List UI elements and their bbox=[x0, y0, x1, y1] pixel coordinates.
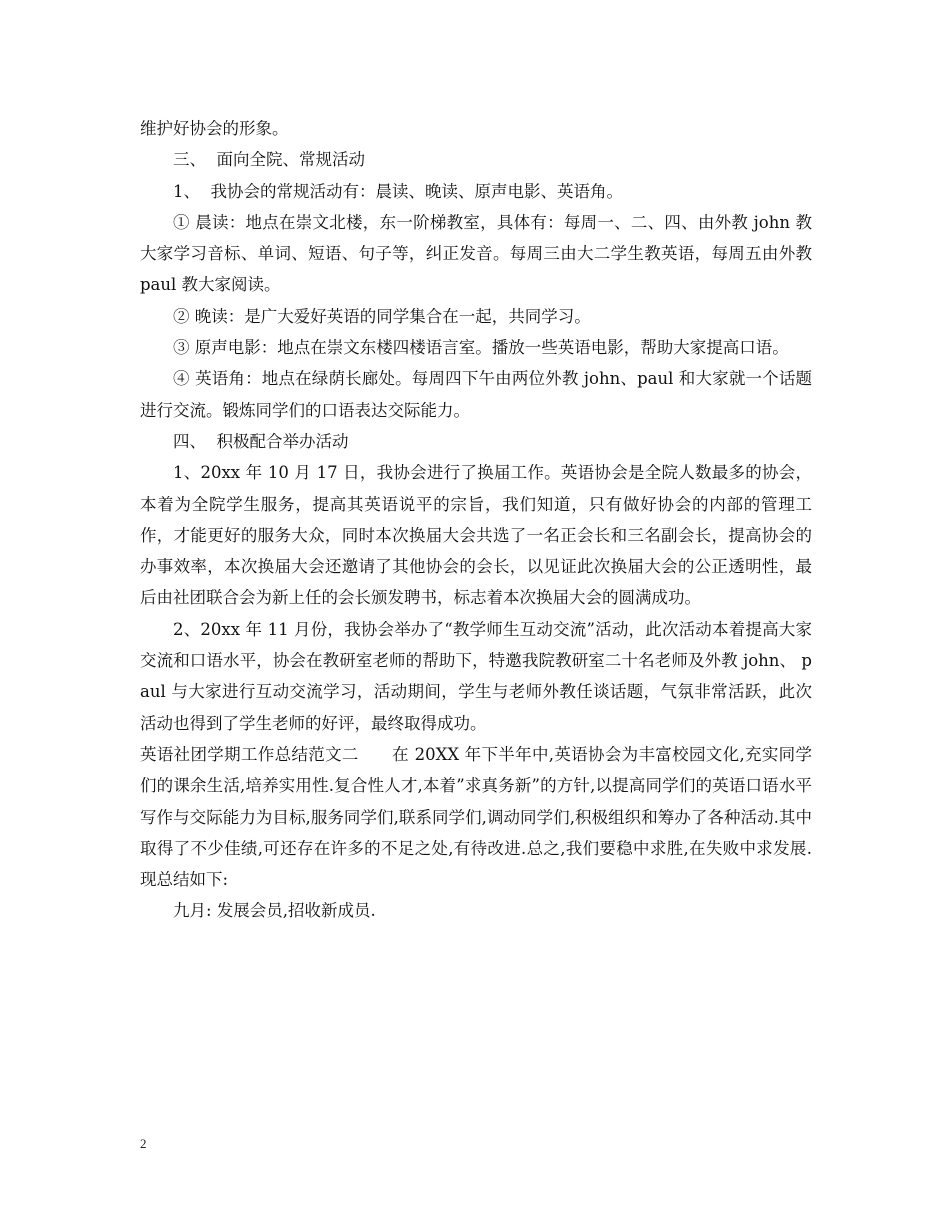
paragraph: 九月: 发展会员,招收新成员. bbox=[173, 901, 376, 921]
paragraph: 1、 我协会的常规活动有：晨读、晚读、原声电影、英语角。 bbox=[173, 181, 623, 201]
paragraph: 英语社团学期工作总结范文二 在 20XX 年下半年中,英语协会为丰富校园文化,充实同学们的课余生活,培养实用性.复合性人才,本着”求真务新”的方针,以提高同学们的英语口语水平写作与交际能力为目标,服务同学们,联系同学们,调动同学们,积极组织和筹办了各种活动.其中取得了不少佳绩,可还存在许多的不足之处,有待改进.总之,我们要稳中求胜,在失败中求发展.现总结如下: bbox=[140, 744, 812, 890]
document-body bbox=[140, 113, 818, 927]
page-number: 2 bbox=[140, 1136, 147, 1151]
paragraph: 1、20xx 年 10 月 17 日，我协会进行了换届工作。英语协会是全院人数最多的协会，本着为全院学生服务，提高其英语说平的宗旨，我们知道，只有做好协会的内部的管理工作，才能更好的服务大众，同时本次换届大会共选了一名正会长和三名副会长，提高协会的办事效率，本次换届大会还邀请了其他协会的会长，以见证此次换届大会的公正透明性，最后由社团联合会为新上任的会长颁发聘书，标志着本次换届大会的圆满成功。 bbox=[140, 463, 812, 608]
section-heading-3: 三、 面向全院、常规活动 bbox=[173, 150, 365, 170]
list-item-original-movies: ③ 原声电影：地点在崇文东楼四楼语言室。播放一些英语电影，帮助大家提高口语。 bbox=[173, 338, 789, 358]
section-heading-4: 四、 积极配合举办活动 bbox=[173, 431, 349, 451]
list-item-evening-reading: ② 晚读：是广大爱好英语的同学集合在一起，共同学习。 bbox=[173, 306, 591, 326]
paragraph: 2、20xx 年 11 月份，我协会举办了“教学师生互动交流”活动，此次活动本着提高大家交流和口语水平，协会在教研室老师的帮助下，特邀我院教研室二十名老师及外教 john、 paul 与大家进行互动交流学习，活动期间，学生与老师外教任谈话题，气氛非常活跃，此次活动也得到了学生老师的好评，最终取得成功。 bbox=[140, 619, 812, 733]
list-item-morning-reading: ① 晨读：地点在崇文北楼，东一阶梯教室，具体有：每周一、二、四、由外教 john 教大家学习音标、单词、短语、句子等，纠正发音。每周三由大二学生教英语，每周五由外教 paul 教大家阅读。 bbox=[140, 212, 818, 295]
list-item-english-corner: ④ 英语角：地点在绿荫长廊处。每周四下午由两位外教 john、paul 和大家就一个话题进行交流。锻炼同学们的口语表达交际能力。 bbox=[140, 369, 812, 420]
paragraph: 维护好协会的形象。 bbox=[140, 119, 289, 138]
